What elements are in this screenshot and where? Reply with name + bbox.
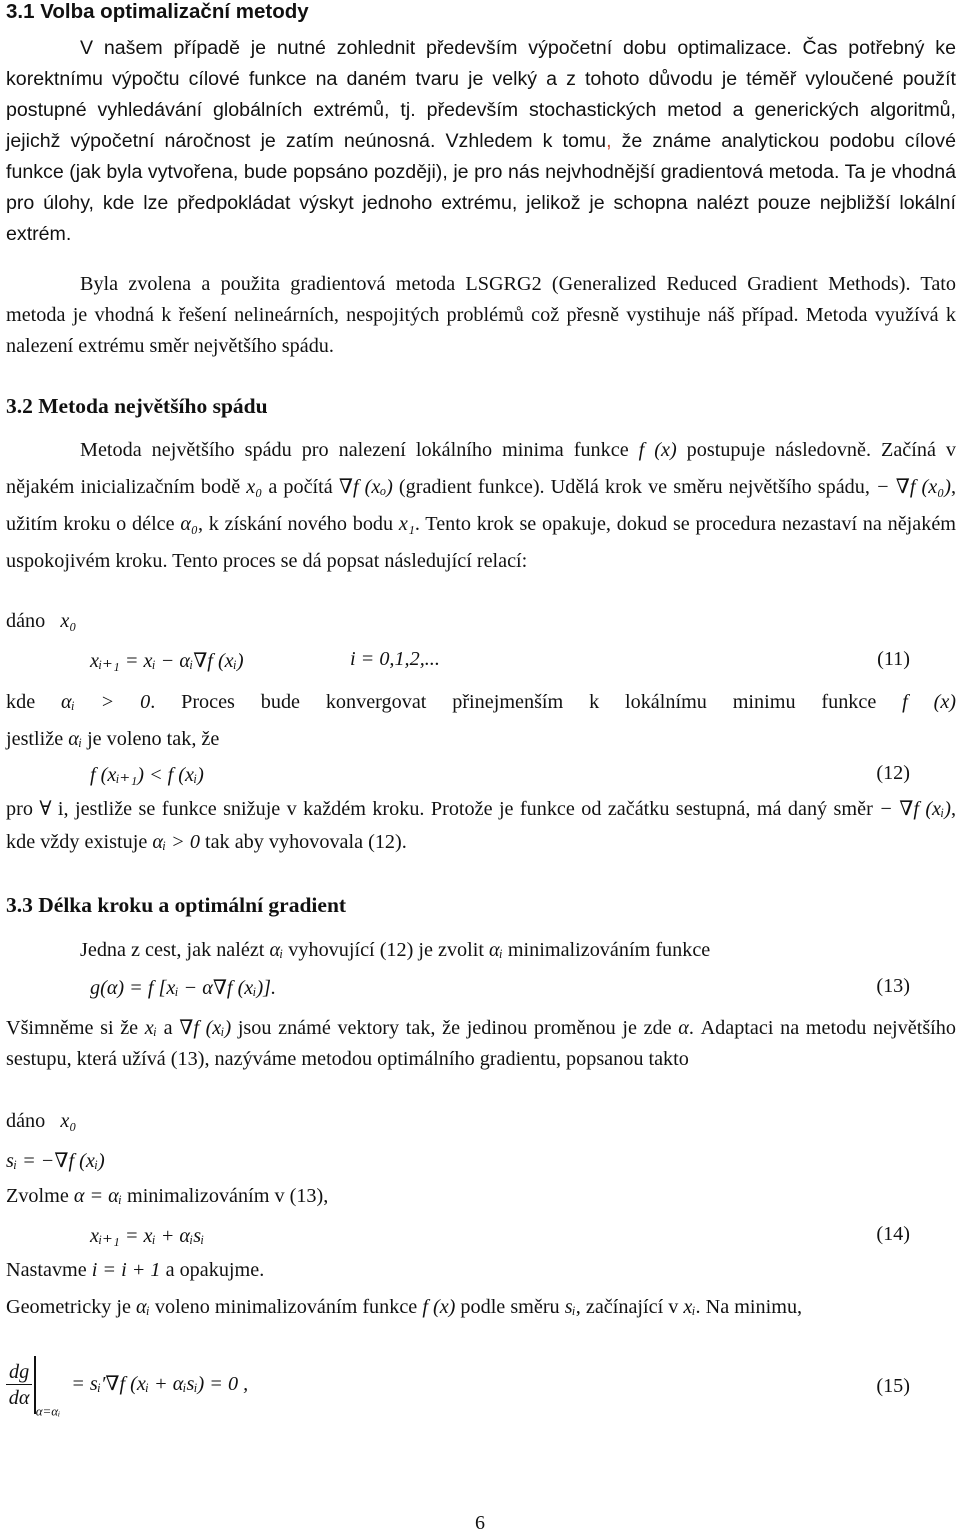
math-inline: − ∇f (x₀) [876,476,951,498]
paragraph: Všimněme si že xᵢ a ∇f (xᵢ) jsou známé vektory tak, že jedinou proměnou je zde α. Adaptaci na metodu největšího sestupu, která užívá (13), nazýváme metodou optimálního gradientu, popsanou takto [6,1017,956,1070]
math-inline: x₀ [60,610,77,632]
math-inline: x₁ [398,513,415,535]
section-3-3-intro [6,935,956,966]
equation-number-12: (12) [876,762,910,784]
paragraph: Byla zvolena a použita gradientová metoda LSGRG2 (Generalized Reduced Gradient Methods). Tato metoda je vhodná k řešení nelineárních, nespojitých problémů což přesně vystihuje náš případ. Metoda využívá k nalezení extrému směr největšího spádu. [6,273,956,357]
section-3-3-body [6,1013,956,1075]
equation-direction [6,1148,105,1173]
math-inline: α₀ [180,513,198,535]
math-inline: αᵢ [269,939,284,961]
math-inline: i = i + 1 [91,1259,161,1281]
math-inline: αᵢ > 0 [61,691,151,713]
equation-11-condition: i = 0,1,2,... [350,648,440,670]
math-inline: α [678,1017,689,1039]
equation-number-11: (11) [877,648,910,670]
paragraph: Metoda největšího spádu pro nalezení lokálního minima funkce f (x) postupuje následovně. Začíná v nějakém inicializačním bodě x₀ a počítá ∇f (xₒ) (gradient funkce). Udělá krok ve směru největšího spádu, − ∇f (x₀), užitím kroku o délce α₀, k získání nového bodu x₁. Tento krok se opakuje, dokud se procedura nezastaví na nějakém uspokojivém kroku. Tento proces se dá popsat následující relací: [6,439,957,572]
equation-body: xᵢ₊₁ = xᵢ + αᵢsᵢ [90,1225,205,1247]
equation-number-13: (13) [876,975,910,997]
given-line: dáno x₀ [6,610,77,632]
math-inline: αᵢ > 0 [152,831,200,853]
paragraph [6,33,956,250]
math-inline: x₀ [246,476,263,498]
equation-body: f (xᵢ₊₁) < f (xᵢ) [90,764,204,786]
math-inline: x₀ [60,1110,77,1132]
math-inline: ∇f (xᵢ) [179,1017,232,1039]
equation-13 [90,975,276,1000]
equation-number-15: (15) [876,1375,910,1397]
math-inline: f (x) [638,439,677,461]
math-inline: xᵢ [144,1017,157,1039]
given-line-2: dáno x₀ [6,1110,77,1132]
paragraph: Jedna z cest, jak nalézt αᵢ vyhovující (12) je zvolit αᵢ minimalizováním funkce [80,939,711,961]
line-kde: kde αᵢ > 0. Proces bude konvergovat přinejmenším k lokálnímu minimu funkce f (x) [6,691,957,713]
forall-symbol: ∀ [39,798,52,820]
equation-body: sᵢ = −∇f (xᵢ) [6,1150,105,1172]
equation-body: xᵢ₊₁ = xᵢ − αᵢ∇f (xᵢ) [90,650,244,672]
paragraph-text: že známe analytickou podobu cílové funkce (jak byla vytvořena, bude popsáno později), je pro nás nejvhodnější gradientová metoda. Ta je vhodná pro úlohy, kde lze předpokládat výskyt jednoho extrému, jelikož je schopna nalézt pouze nejbližší lokální extrém. [6,130,956,245]
line-jestlize: jestliže αᵢ je voleno tak, že [6,728,220,750]
paragraph-text: V našem případě je nutné zohlednit především výpočetní dobu optimalizace. Čas potřebný ke korektnímu výpočtu cílové funkce na daném tvaru je velký a z tohoto důvodu je téměř vyloučené použít postupné vyhledávání globálních extrémů, tj. především stochastických metod a generických algoritmů, jejichž výpočetní náročnost je zatím neúnosná. Vzhledem k tomu [6,37,956,152]
section-3-1-body [6,33,956,250]
math-inline: αᵢ [136,1296,150,1318]
math-inline: xᵢ [683,1296,696,1318]
equation-15 [6,1356,248,1420]
equation-12 [90,762,204,787]
line-zvolme: Zvolme α = αᵢ minimalizováním v (13), [6,1185,329,1207]
math-inline: αᵢ [68,728,83,750]
page-number: 6 [475,1512,485,1534]
convergence-lines [6,684,956,758]
section-heading-3-2: 3.2 Metoda největšího spádu [6,394,268,418]
equation-body: = sᵢ′∇f (xᵢ + αᵢsᵢ) = 0 , [71,1372,249,1395]
equation-11 [90,648,244,673]
math-inline: f (x) [422,1296,456,1318]
math-inline: − ∇f (xᵢ) [879,798,951,820]
math-inline: αᵢ [489,939,503,961]
math-inline: f (x) [902,691,957,713]
math-inline: α = αᵢ [73,1185,122,1207]
paragraph: Geometricky je αᵢ voleno minimalizováním funkce f (x) podle směru sᵢ, začínající v xᵢ. Na minimu, [6,1296,803,1318]
evaluation-subscript: α=αᵢ [35,1403,61,1419]
equation-body: g(α) = f [xᵢ − α∇f (xᵢ)]. [90,977,277,999]
highlighted-comma: , [606,130,612,152]
section-3-2-body [6,432,956,580]
section-heading-3-3: 3.3 Délka kroku a optimální gradient [6,893,347,917]
derivative-fraction: $\frac{dg}{d\alpha}$ [6,1360,32,1411]
section-3-2-body-2 [6,793,956,859]
section-3-1-body-2 [6,269,956,362]
section-3-3-geometric [6,1291,956,1324]
paragraph: pro ∀ i, jestliže se funkce snižuje v každém kroku. Protože je funkce od začátku sestupná, má daný směr − ∇f (xᵢ), kde vždy existuje αᵢ > 0 tak aby vyhovovala (12). [6,798,956,853]
equation-14 [90,1223,204,1248]
equation-number-14: (14) [876,1223,910,1245]
math-inline: sᵢ [564,1296,576,1318]
section-heading-3-1: 3.1 Volba optimalizační metody [6,0,309,23]
math-inline: ∇f (xₒ) [338,476,393,498]
line-nastavme: Nastavme i = i + 1 a opakujme. [6,1259,265,1281]
